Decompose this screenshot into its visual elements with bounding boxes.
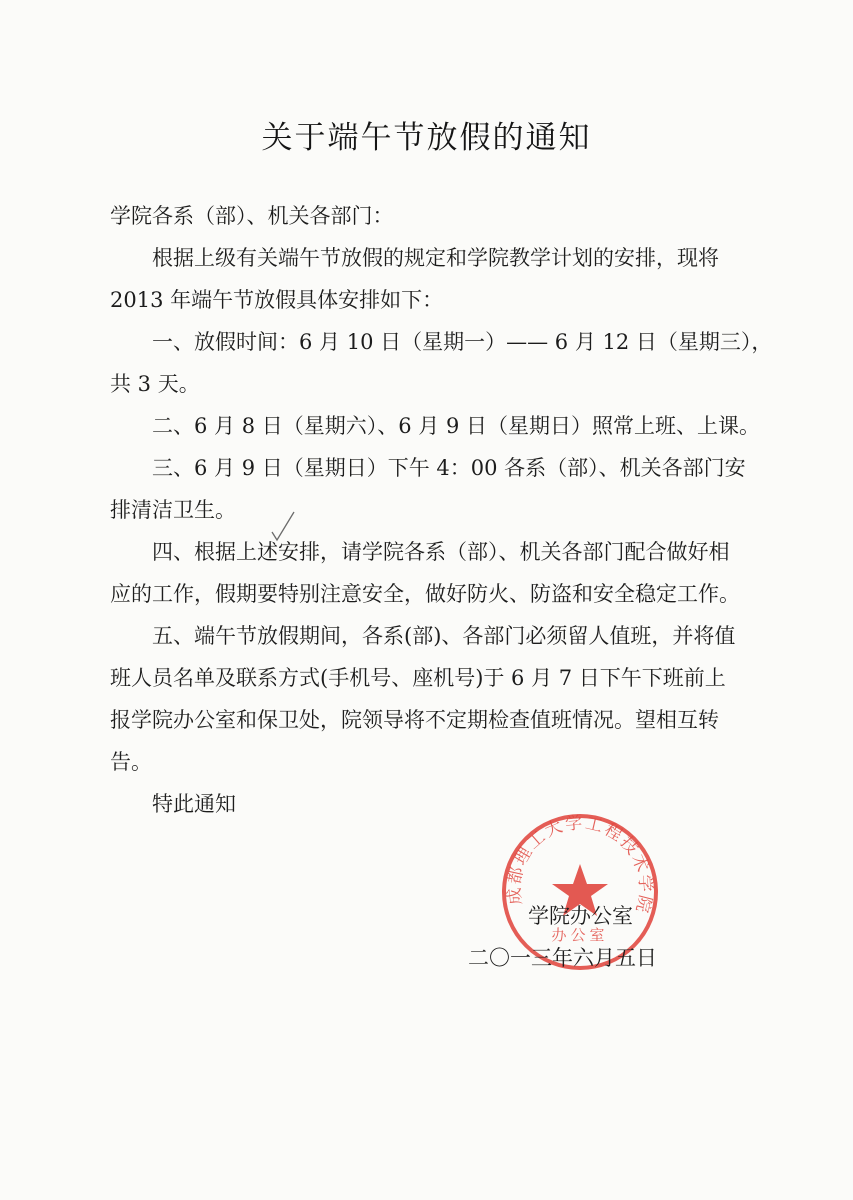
item-5-line-3: 报学院办公室和保卫处，院领导将不定期检查值班情况。望相互转 [110,708,719,732]
svg-text:办公室: 办公室 [551,926,609,944]
item-5-line-1: 五、端午节放假期间，各系(部)、各部门必须留人值班，并将值 [152,624,736,648]
item-4-line-1: 四、根据上述安排，请学院各系（部）、机关各部门配合做好相 [152,540,730,564]
svg-text:成都理工大学工程技术学院: 成都理工大学工程技术学院 [504,813,656,917]
item-3-line-1: 三、6 月 9 日（星期日）下午 4：00 各系（部）、机关各部门安 [152,456,746,480]
item-5-line-4: 告。 [110,750,152,774]
intro-line-1: 根据上级有关端午节放假的规定和学院教学计划的安排，现将 [152,246,719,270]
notice-date: 二〇一三年六月五日 [468,946,657,970]
item-1-line-1: 一、放假时间：6 月 10 日（星期一）—— 6 月 12 日（星期三）， [152,330,773,354]
intro-line-2: 2013 年端午节放假具体安排如下： [110,288,444,312]
closing-text: 特此通知 [152,792,236,816]
signer-office: 学院办公室 [528,904,633,928]
addressee: 学院各系（部）、机关各部门： [110,204,394,228]
item-4-line-2: 应的工作，假期要特别注意安全，做好防火、防盗和安全稳定工作。 [110,582,740,606]
item-2-line: 二、6 月 8 日（星期六）、6 月 9 日（星期日）照常上班、上课。 [152,414,760,438]
notice-title: 关于端午节放假的通知 [261,120,592,156]
item-3-line-2: 排清洁卫生。 [110,498,236,522]
item-5-line-2: 班人员名单及联系方式(手机号、座机号)于 6 月 7 日下午下班前上 [110,666,726,690]
item-1-line-2: 共 3 天。 [110,372,200,396]
pen-tick-mark [268,508,298,548]
